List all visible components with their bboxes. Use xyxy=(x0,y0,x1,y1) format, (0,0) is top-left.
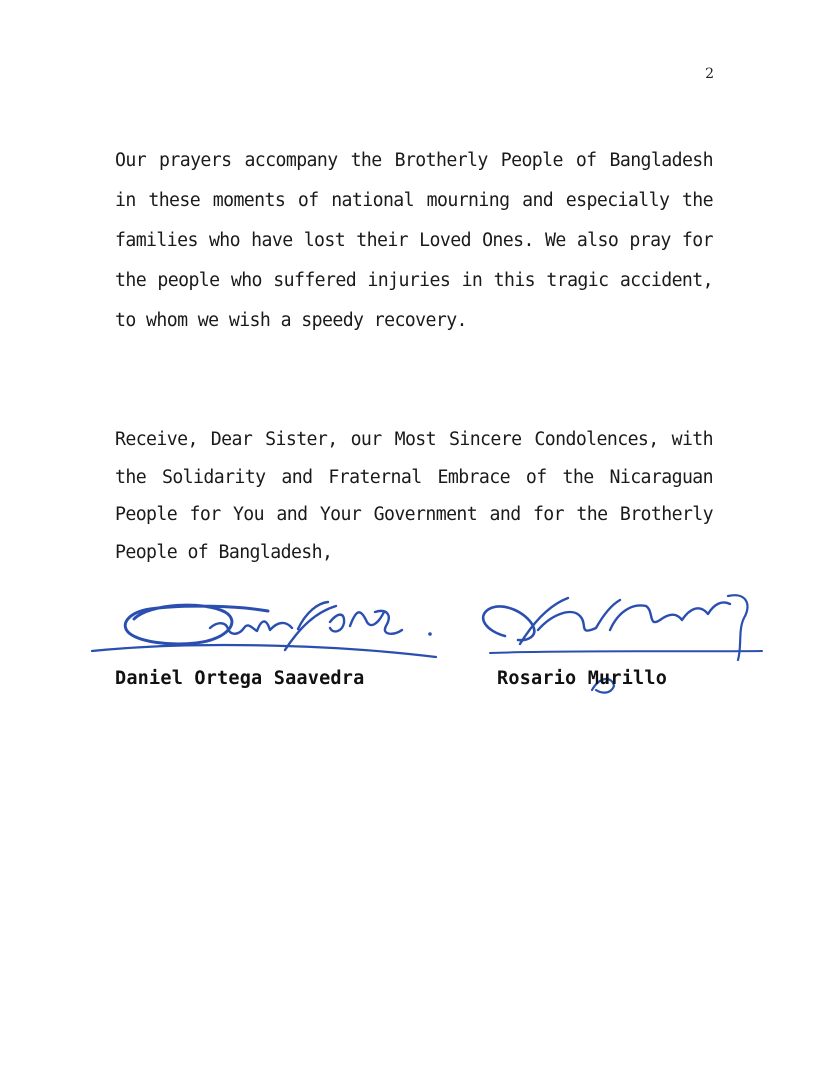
page-number: 2 xyxy=(705,66,714,82)
closing-paragraph: Receive, Dear Sister, our Most Sincere Condolences, with the Solidarity and Fraternal Embrace of the Nicaraguan People for You and Your Government and for the Brotherly People of Bangladesh, xyxy=(115,429,713,563)
condolence-paragraph: Our prayers accompany the Brotherly People of Bangladesh in these moments of national mourning and especially the families who have lost their Loved Ones. We also pray for the people who suffered injuries in this tragic accident, to whom we wish a speedy recovery. xyxy=(115,150,713,331)
signature-daniel-ortega xyxy=(92,602,436,657)
signer-name-rosario-murillo: Rosario Murillo xyxy=(497,668,668,689)
signer-name-daniel-ortega: Daniel Ortega Saavedra xyxy=(115,668,365,689)
